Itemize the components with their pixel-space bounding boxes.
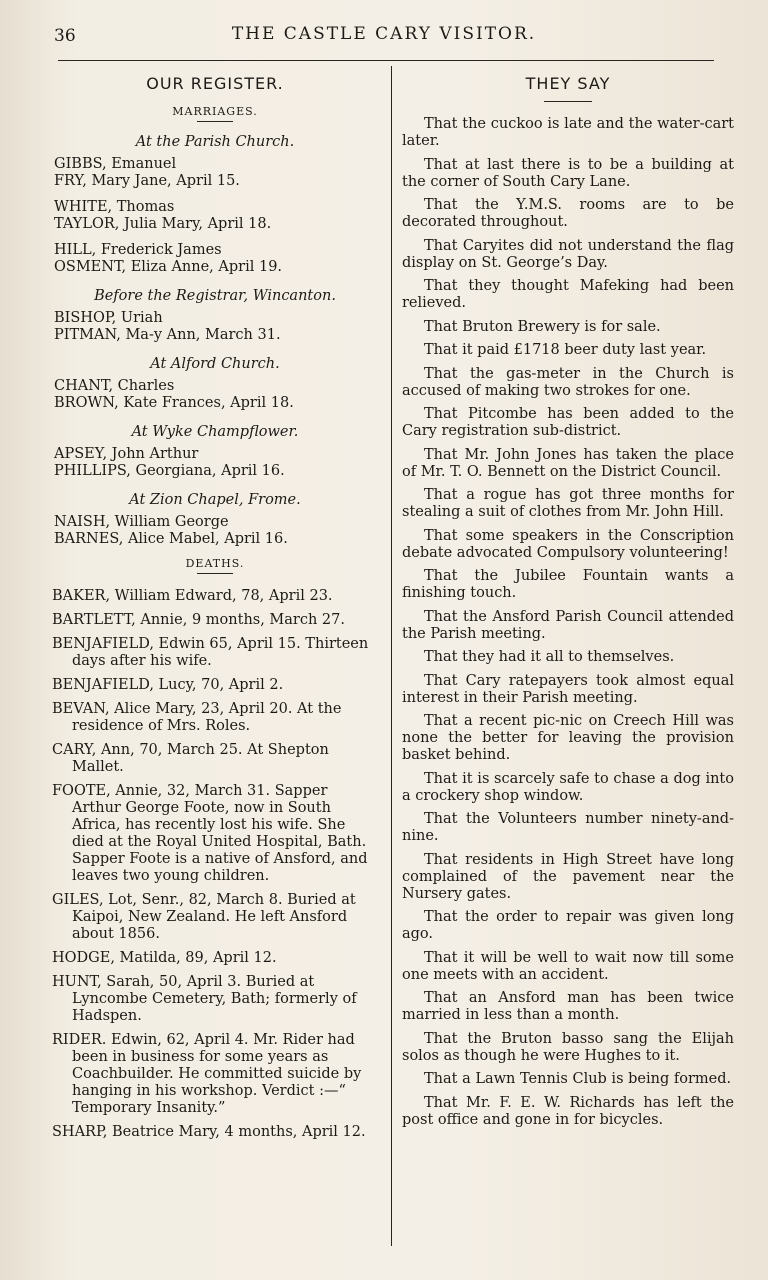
page-number: 36 [54, 26, 76, 46]
they-say-item: That some speakers in the Conscription debate advocated Compulsory volunteering! [402, 527, 734, 561]
groom-line: HILL, Frederick James [54, 242, 222, 258]
they-say-item: That at last there is to be a building at the corner of South Cary Lane. [402, 156, 734, 190]
death-entry: CARY, Ann, 70, March 25. At Shepton Mallet. [52, 742, 329, 775]
groom-line: GIBBS, Emanuel [54, 156, 177, 172]
they-say-item: That the Y.M.S. rooms are to be decorated throughout. [402, 197, 734, 230]
groom-line: WHITE, Thomas [54, 199, 175, 215]
they-say-item: That the order to repair was given long ago. [402, 909, 734, 942]
they-say-item: That an Ansford man has been twice married in less than a month. [402, 990, 734, 1023]
marriages-list [50, 134, 380, 548]
they-say-item: That Cary ratepayers took almost equal interest in their Parish meeting. [402, 672, 734, 706]
death-entry: BAKER, William Edward, 78, April 23. [52, 588, 333, 604]
they-say-item: That the gas-meter in the Church is accused of making two strokes for one. [402, 365, 734, 399]
marriage-entry [50, 514, 380, 548]
they-say-item: That a Lawn Tennis Club is being formed. [424, 1071, 732, 1087]
deaths-heading: DEATHS. [185, 557, 245, 570]
they-say-item: That Caryites did not understand the flag display on St. George’s Day. [402, 237, 734, 271]
bride-line: BROWN, Kate Frances, April 18. [54, 395, 294, 411]
they-say-item: That Bruton Brewery is for sale. [424, 318, 661, 335]
header-rule [58, 60, 714, 61]
running-head-title: THE CASTLE CARY VISITOR. [231, 24, 537, 44]
they-say-item: That they had it all to themselves. [424, 649, 675, 665]
they-say-item: That residents in High Street have long complained of the pavement near the Nursery gates. [402, 851, 734, 902]
marriage-place: At Zion Chapel, Frome. [129, 492, 301, 508]
they-say-item: That Pitcombe has been added to the Cary registration sub-district. [402, 406, 734, 439]
death-entry: BEVAN, Alice Mary, 23, April 20. At the residence of Mrs. Roles. [52, 701, 342, 734]
death-entry: GILES, Lot, Senr., 82, March 8. Buried at Kaipoi, New Zealand. He left Ansford about 1856. [52, 892, 356, 942]
marriage-entry [50, 156, 380, 190]
they-say-item: That Mr. John Jones has taken the place of Mr. T. O. Bennett on the District Council. [402, 446, 734, 480]
marriage-place: At Alford Church. [150, 356, 280, 372]
deaths-rule [197, 573, 233, 574]
they-say-item: That the Volunteers number ninety-and-nine. [402, 811, 734, 844]
death-entry: BENJAFIELD, Lucy, 70, April 2. [52, 677, 284, 693]
bride-line: TAYLOR, Julia Mary, April 18. [54, 216, 272, 232]
they-say-item: That they thought Mafeking had been relieved. [402, 278, 734, 311]
marriage-place: Before the Registrar, Wincanton. [94, 288, 336, 304]
marriage-entry [50, 199, 380, 233]
register-title: OUR REGISTER. [146, 74, 284, 93]
bride-line: BARNES, Alice Mabel, April 16. [54, 531, 288, 547]
groom-line: CHANT, Charles [54, 378, 175, 394]
marriage-entry [50, 378, 380, 412]
bride-line: PITMAN, Ma-y Ann, March 31. [54, 327, 281, 343]
they-say-item: That it will be well to wait now till some one meets with an accident. [402, 949, 734, 983]
they-say-item: That the Jubilee Fountain wants a finishing touch. [402, 568, 734, 601]
death-entry: SHARP, Beatrice Mary, 4 months, April 12. [52, 1124, 366, 1140]
death-entry: RIDER. Edwin, 62, April 4. Mr. Rider had been in business for some years as Coachbuilder. He committed suicide by hanging in his workshop. Verdict :—“ Temporary Insanity.” [52, 1032, 362, 1116]
they-say-column [402, 70, 734, 1135]
they-say-item: That it paid £1718 beer duty last year. [424, 342, 707, 358]
marriages-rule [197, 121, 233, 122]
they-say-list [402, 116, 734, 1129]
deaths-list [50, 588, 380, 1141]
marriage-entry [50, 310, 380, 344]
bride-line: OSMENT, Eliza Anne, April 19. [54, 259, 283, 275]
marriage-place: At the Parish Church. [135, 134, 295, 150]
death-entry: BENJAFIELD, Edwin 65, April 15. Thirteen days after his wife. [52, 636, 369, 669]
death-entry: HODGE, Matilda, 89, April 12. [52, 950, 277, 966]
groom-line: NAISH, William George [54, 514, 229, 530]
they-say-item: That the Bruton basso sang the Elijah solos as though he were Hughes to it. [402, 1030, 734, 1064]
groom-line: APSEY, John Arthur [54, 446, 199, 462]
column-divider [391, 66, 392, 1246]
they-say-item: That the Ansford Parish Council attended the Parish meeting. [402, 608, 734, 642]
they-say-item: That Mr. F. E. W. Richards has left the post office and gone in for bicycles. [402, 1094, 734, 1128]
death-entry: HUNT, Sarah, 50, April 3. Buried at Lyncombe Cemetery, Bath; formerly of Hadspen. [52, 974, 357, 1024]
they-say-item: That a recent pic-nic on Creech Hill was none the better for leaving the provision basket behind. [402, 713, 734, 763]
they-say-item: That a rogue has got three months for stealing a suit of clothes from Mr. John Hill. [402, 487, 734, 520]
marriages-heading: MARRIAGES. [172, 105, 258, 118]
they-say-rule [544, 101, 592, 102]
they-say-title: THEY SAY [525, 74, 611, 93]
death-entry: BARTLETT, Annie, 9 months, March 27. [52, 612, 345, 628]
groom-line: BISHOP, Uriah [54, 310, 163, 326]
death-entry: FOOTE, Annie, 32, March 31. Sapper Arthur George Foote, now in South Africa, has recently lost his wife. She died at the Royal United Hospital, Bath. Sapper Foote is a native of Ansford, and leaves two young children. [52, 783, 368, 884]
marriage-entry [50, 242, 380, 276]
marriage-place: At Wyke Champflower. [131, 424, 299, 440]
they-say-item: That the cuckoo is late and the water-cart later. [402, 116, 734, 149]
register-column [50, 70, 380, 1148]
bride-line: PHILLIPS, Georgiana, April 16. [54, 463, 285, 479]
they-say-item: That it is scarcely safe to chase a dog into a crockery shop window. [402, 770, 734, 804]
marriage-entry [50, 446, 380, 480]
bride-line: FRY, Mary Jane, April 15. [54, 173, 240, 189]
